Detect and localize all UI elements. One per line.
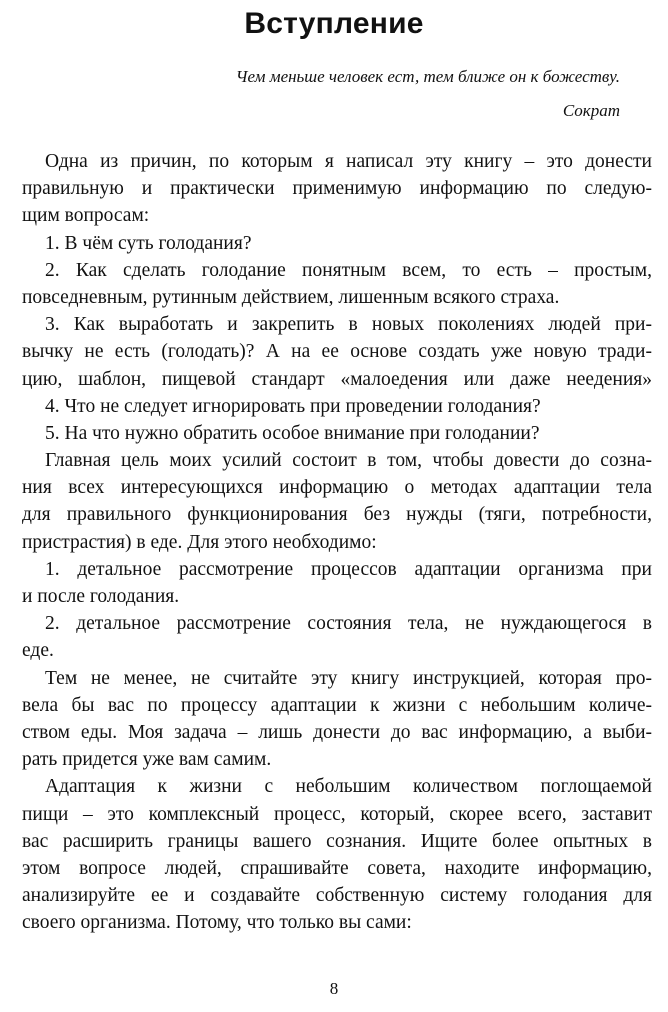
chapter-title: Вступление — [244, 7, 424, 40]
epigraph-quote: Чем меньше человек ест, тем ближе он к божеству. — [235, 67, 620, 86]
text-line: ния всех интересующихся информацию о методах адаптации тела — [22, 477, 652, 499]
text-line: повседневным, рутинным действием, лишенным всякого страха. — [22, 286, 560, 308]
text-line: вычку не есть (голодать)? А на ее основе создать уже новую тради- — [22, 341, 652, 363]
text-line: этом вопросе людей, спрашивайте совета, находите информацию, — [22, 857, 652, 879]
text-line: Одна из причин, по которым я написал эту книгу – это донести — [45, 151, 652, 172]
text-line: вела бы вас по процессу адаптации к жизни с небольшим количе- — [22, 694, 652, 716]
text-line: щим вопросам: — [22, 205, 150, 227]
text-line: пристрастия) в еде. Для этого необходимо: — [22, 531, 377, 553]
text-line: 5. На что нужно обратить особое внимание при голодании? — [45, 422, 540, 444]
text-line: 2. детальное рассмотрение состояния тела, не нуждающегося в — [45, 613, 652, 635]
text-line: ством еды. Моя задача – лишь донести до вас информацию, а выби- — [22, 721, 652, 743]
text-line: 1. детальное рассмотрение процессов адаптации организма при — [45, 558, 652, 580]
text-line: 1. В чём суть голодания? — [45, 232, 252, 254]
text-line: Адаптация к жизни с небольшим количеством поглощаемой — [45, 776, 652, 798]
text-line: пищи – это комплексный процесс, который, скорее всего, заставит — [22, 803, 652, 825]
text-line: 4. Что не следует игнорировать при проведении голодания? — [45, 395, 541, 417]
text-line: Тем не менее, не считайте эту книгу инструкцией, которая про- — [45, 667, 652, 689]
text-line: рать придется уже вам самим. — [22, 749, 272, 771]
text-line: и после голодания. — [22, 586, 180, 607]
text-line: 3. Как выработать и закрепить в новых поколениях людей при- — [45, 314, 652, 336]
text-line: еде. — [22, 640, 54, 662]
body-text — [22, 148, 652, 936]
epigraph-author: Сократ — [562, 101, 620, 120]
text-line: для правильного функционирования без нужды (тяги, потребности, — [22, 504, 652, 526]
text-line: анализируйте ее и создавайте собственную систему голодания для — [22, 885, 652, 907]
text-line: правильную и практически применимую информацию по следую- — [22, 178, 652, 200]
text-line: 2. Как сделать голодание понятным всем, то есть – простым, — [45, 259, 652, 281]
page-number: 8 — [329, 979, 339, 998]
text-line: цию, шаблон, пищевой стандарт «малоедения или даже неедения» — [22, 368, 652, 390]
text-line: вас расширить границы вашего сознания. Ищите более опытных в — [22, 830, 652, 852]
text-line: Главная цель моих усилий состоит в том, чтобы довести до созна- — [45, 450, 652, 472]
text-line: своего организма. Потому, что только вы сами: — [22, 912, 412, 934]
